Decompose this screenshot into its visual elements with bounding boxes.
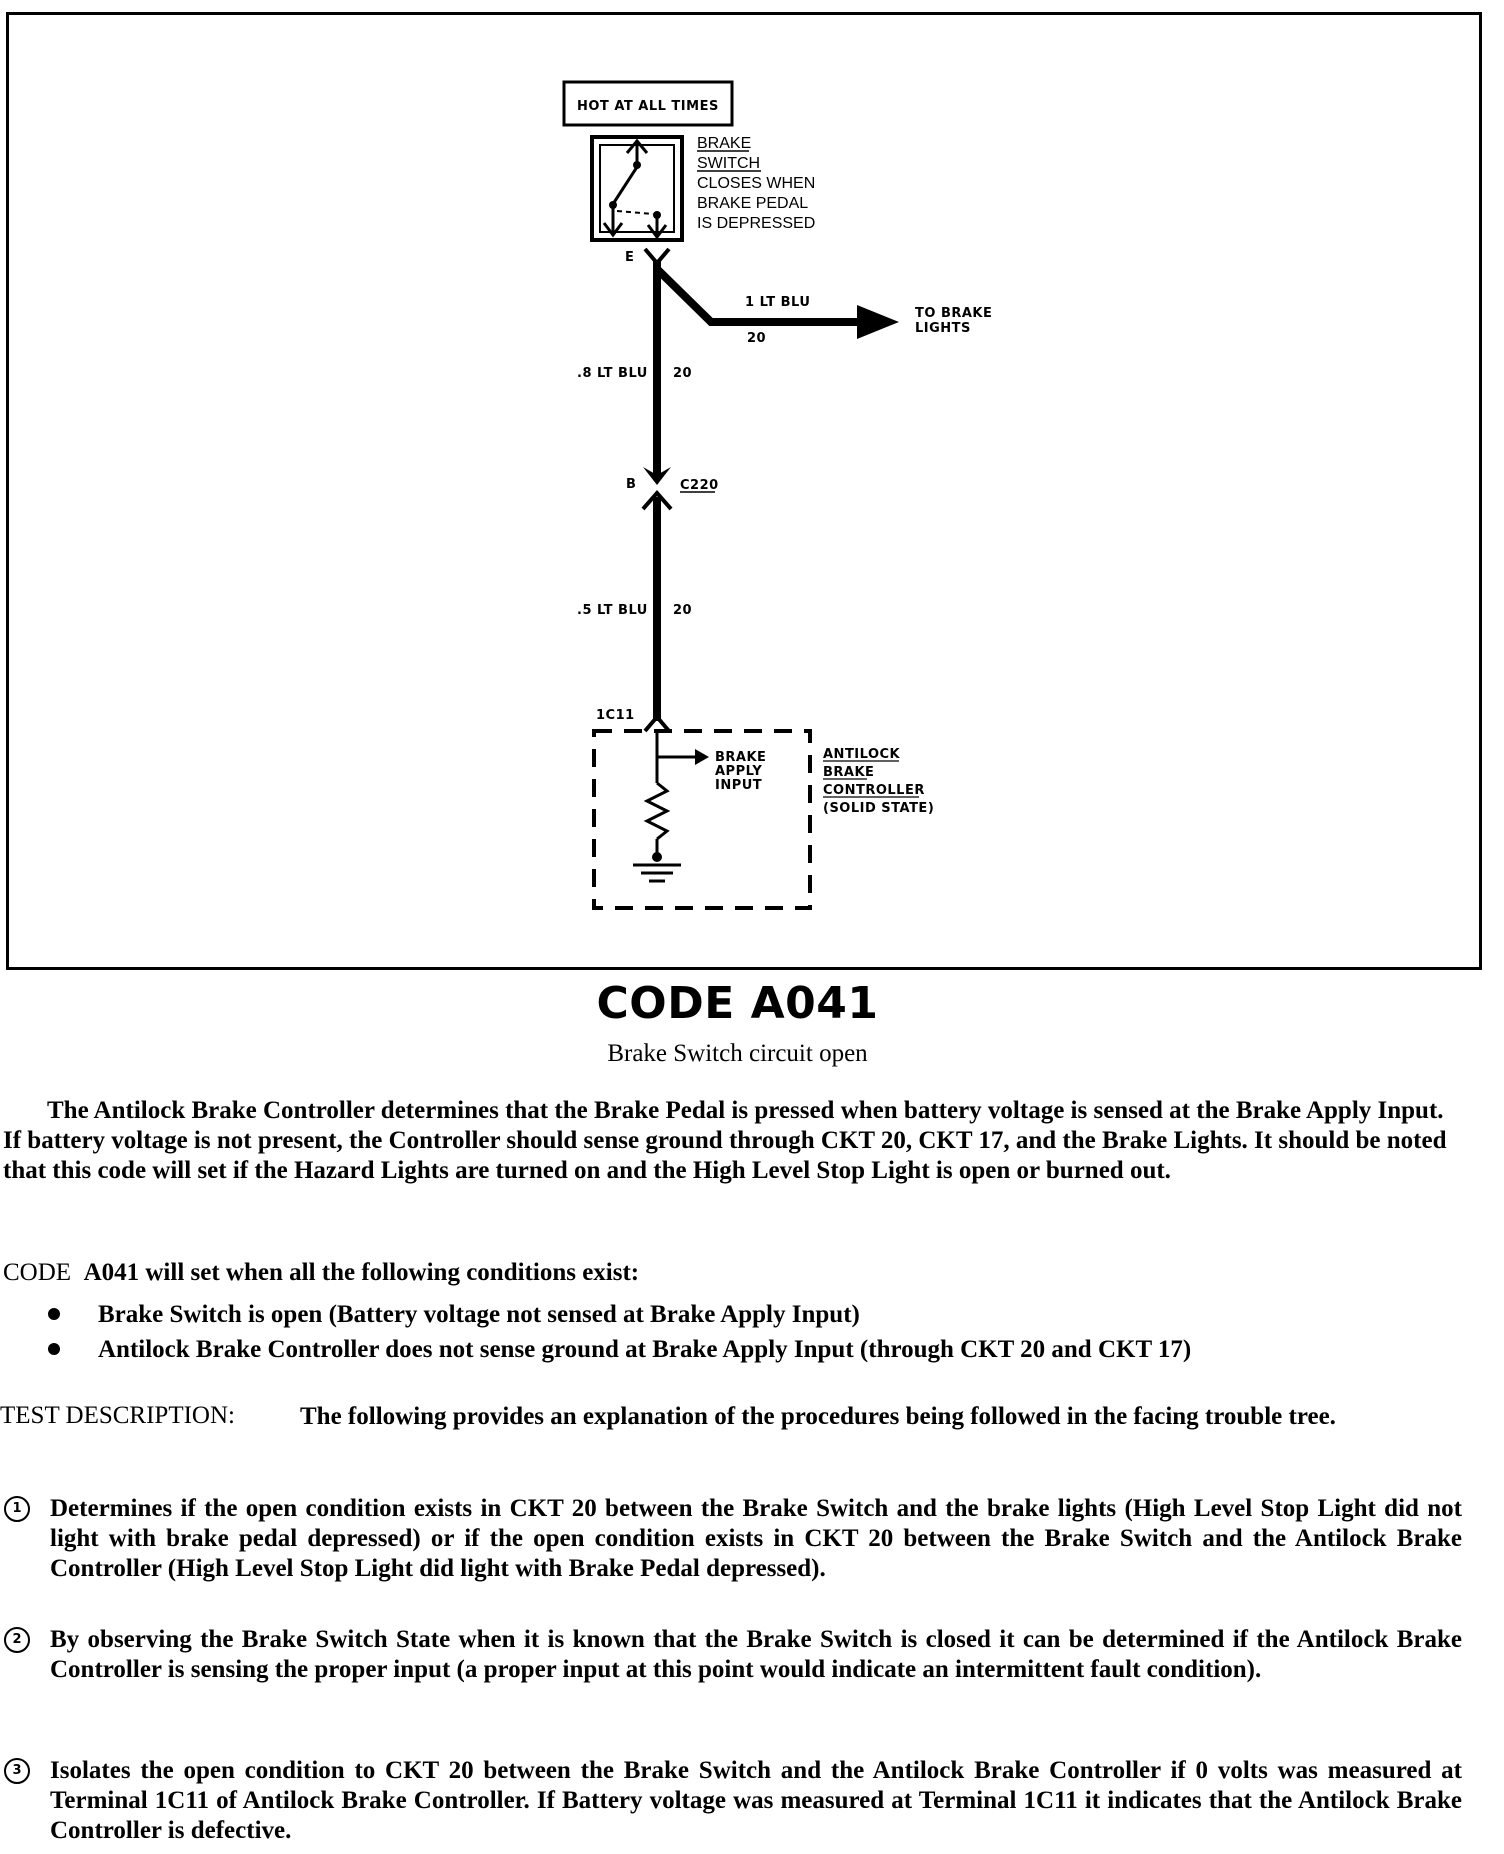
bullet-dot-icon <box>48 1308 60 1320</box>
terminal-e-connector <box>645 249 669 263</box>
step-1-text: Determines if the open condition exists in CKT 20 between the Brake Switch and the brake lights (High Level Stop Light did not light with brake pedal depressed) or if the open condition exists in CKT 20 between the Brake Switch and the Antilock Brake Controller (High Level Stop Light did light with Brake Pedal depressed). <box>50 1495 1462 1582</box>
input-label-2: APPLY <box>715 764 763 779</box>
switch-desc-5: IS DEPRESSED <box>697 215 816 232</box>
brake-lights-arrow <box>857 305 899 339</box>
wiring-diagram-svg <box>9 15 1479 967</box>
controller-circuit <box>633 731 709 881</box>
terminal-1c11-connector <box>645 717 669 731</box>
step-2-text: By observing the Brake Switch State when it is known that the Brake Switch is closed it can be determined if the Antilock Brake Controller is sensing the proper input (a proper input at this point would indicate an intermittent fault condition). <box>50 1626 1462 1683</box>
step-number-1-icon: 1 <box>4 1496 30 1522</box>
circuit-lower-label: 20 <box>673 603 693 618</box>
controller-label-1: ANTILOCK <box>823 747 901 762</box>
condition-text: Brake Switch is open (Battery voltage not sensed at Brake Apply Input) <box>98 1301 860 1328</box>
step-3-text: Isolates the open condition to CKT 20 between the Brake Switch and the Antilock Brake Controller if 0 volts was measured at Terminal 1C11 of Antilock Brake Controller. If Battery voltage was measured at Terminal 1C11 it indicates that the Antilock Brake Controller is defective. <box>50 1757 1462 1844</box>
conditions-intro-text: A041 will set when all the following conditions exist: <box>83 1259 640 1286</box>
switch-desc-2: SWITCH <box>697 155 761 172</box>
switch-desc-4: BRAKE PEDAL <box>697 195 809 212</box>
page-subtitle: Brake Switch circuit open <box>607 1040 868 1067</box>
intro-paragraph: The Antilock Brake Controller determines that the Brake Pedal is pressed when battery voltage is sensed at the Brake Apply Input. If battery voltage is not present, the Controller should sense ground through CKT 20, CKT 17, and the Brake Lights. It should be noted that this code will set if the Hazard Lights are turned on and the High Level Stop Light is open or burned out. <box>3 1097 1447 1184</box>
terminal-b-label: B <box>626 477 637 492</box>
wire-upper-label: .8 LT BLU <box>577 366 648 381</box>
terminal-1c11-label: 1C11 <box>596 708 635 723</box>
branch-wire-label: 1 LT BLU <box>745 295 811 310</box>
to-brake-lights-1: TO BRAKE <box>915 306 993 321</box>
wire-lower-label: .5 LT BLU <box>577 603 648 618</box>
terminal-e-label: E <box>625 250 635 265</box>
step-number-3-icon: 3 <box>4 1758 30 1784</box>
switch-desc-3: CLOSES WHEN <box>697 175 816 192</box>
controller-label-3: CONTROLLER <box>823 783 925 798</box>
conditions-intro <box>3 1258 1465 1288</box>
page-title: CODE A041 <box>596 978 879 1029</box>
switch-desc-1: BRAKE <box>697 135 752 152</box>
controller-label-2: BRAKE <box>823 765 875 780</box>
condition-text: Antilock Brake Controller does not sense ground at Brake Apply Input (through CKT 20 and CKT 17) <box>98 1336 1192 1363</box>
hot-label: HOT AT ALL TIMES <box>577 99 719 114</box>
branch-circuit-label: 20 <box>747 331 767 346</box>
wiring-diagram <box>6 12 1482 970</box>
brake-switch-symbol <box>592 137 682 240</box>
to-brake-lights-2: LIGHTS <box>915 321 971 336</box>
connector-label: C220 <box>680 478 719 493</box>
step-number-2-icon: 2 <box>4 1627 30 1653</box>
conditions-prefix: CODE <box>3 1259 72 1286</box>
bullet-dot-icon <box>48 1343 60 1355</box>
circuit-upper-label: 20 <box>673 366 693 381</box>
controller-label-4: (SOLID STATE) <box>823 801 935 816</box>
input-label-3: INPUT <box>715 778 763 793</box>
test-description-label: TEST DESCRIPTION: <box>0 1402 235 1429</box>
input-label-1: BRAKE <box>715 750 767 765</box>
test-description-text: The following provides an explanation of the procedures being followed in the facing trouble tree. <box>300 1403 1336 1430</box>
condition-bullet <box>48 1336 1191 1364</box>
condition-bullet <box>48 1301 860 1329</box>
